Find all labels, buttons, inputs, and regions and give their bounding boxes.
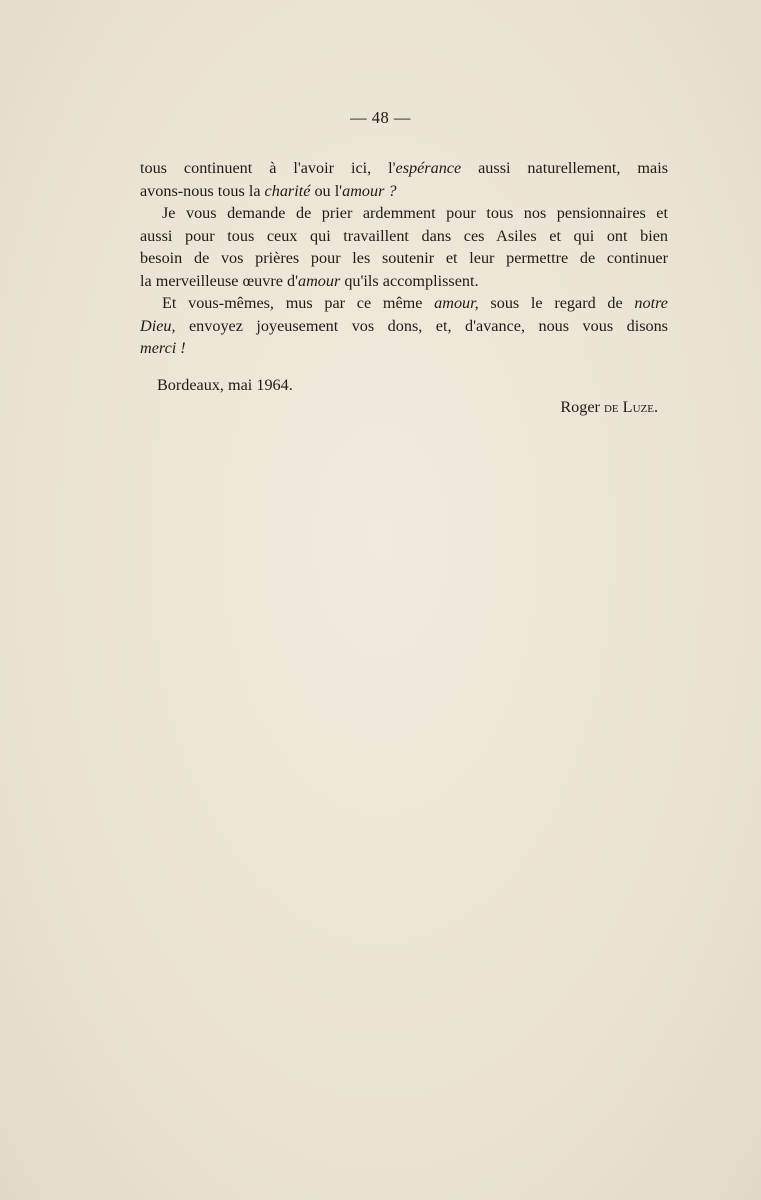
date-line: Bordeaux, mai 1964.: [157, 375, 293, 394]
signature-period: .: [653, 398, 658, 416]
paragraph-3-line-1: [140, 292, 668, 315]
paragraph-1-line-2: [140, 180, 668, 203]
emphasis-merci: merci !: [140, 339, 186, 357]
paragraph-2: [140, 202, 668, 292]
text-run: envoyez joyeusement vos dons, et, d'avance, nous vous disons: [175, 316, 668, 335]
emphasis-amour: amour: [298, 271, 341, 290]
text-run: tous continuent à l'avoir ici, l': [140, 159, 396, 177]
text-run: la merveilleuse œuvre d': [140, 271, 298, 290]
paragraph-2-line-2: aussi pour tous ceux qui travaillent dans ces Asiles et qui ont bien: [140, 226, 668, 245]
signature-surname: de Luze: [603, 398, 654, 416]
text-run: ou l': [310, 181, 343, 200]
paragraph-3: [140, 292, 668, 360]
paragraph-1: [140, 157, 668, 202]
text-run: Et vous-mêmes, mus par ce même: [162, 294, 435, 312]
emphasis-amour: amour,: [434, 294, 479, 312]
paragraph-2-line-1: Je vous demande de prier ardemment pour tous nos pensionnaires et: [162, 204, 668, 222]
text-run: sous le regard de: [478, 294, 635, 312]
emphasis-dieu: Dieu,: [140, 316, 176, 335]
text-run: qu'ils accomplissent.: [340, 271, 479, 290]
signature-first-name: Roger: [560, 398, 604, 416]
paragraph-3-line-2: [140, 315, 668, 338]
emphasis-notre: notre: [634, 294, 668, 312]
paragraph-3-line-3: [140, 337, 668, 360]
signature: [140, 396, 668, 419]
page-number: — 48 —: [350, 108, 411, 127]
body-text: [140, 157, 668, 419]
paragraph-2-line-3: besoin de vos prières pour les soutenir et leur permettre de continuer: [140, 249, 668, 267]
emphasis-esperance: espérance: [395, 159, 462, 177]
paragraph-1-line-1: [140, 157, 668, 180]
paragraph-2-line-4: [140, 270, 668, 293]
text-run: avons-nous tous la: [140, 181, 265, 200]
emphasis-amour: amour ?: [342, 181, 397, 200]
emphasis-charite: charité: [264, 181, 311, 200]
text-run: aussi naturellement, mais: [461, 159, 668, 177]
